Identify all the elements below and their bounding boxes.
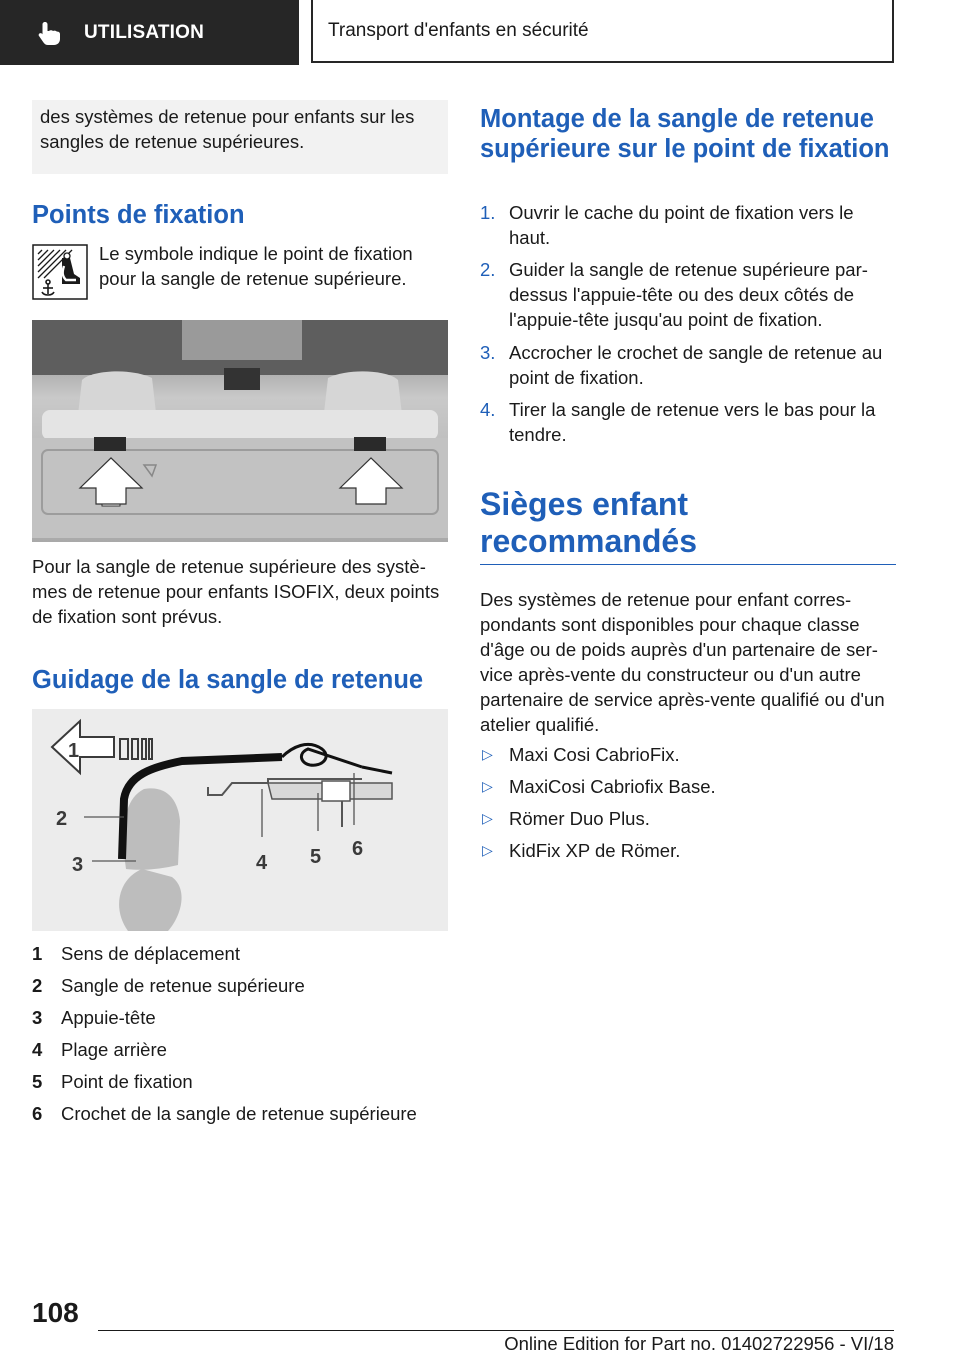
section-tab — [0, 0, 299, 65]
heading-guidage: Guidage de la sangle de retenue — [32, 666, 424, 694]
legend-item: 2 Sangle de retenue supérieure — [32, 975, 305, 996]
diagram-label-1: 1 — [68, 740, 80, 762]
list-item: ▷ MaxiCosi Cabriofix Base. — [482, 776, 716, 797]
legend-item: 1 Sens de déplacement — [32, 943, 240, 964]
edition-footer: Online Edition for Part no. 01402722956 - VI/18 — [504, 1333, 894, 1354]
strap-routing-diagram — [32, 709, 448, 931]
step-item: 4. Tirer la sangle de retenue vers le bas pour la tendre. — [480, 399, 876, 445]
page-number: 108 — [32, 1297, 79, 1328]
isofix-paragraph: Pour la sangle de retenue supérieure des systè- mes de retenue pour enfants ISOFIX, deux points de fixation sont prévus. — [32, 556, 440, 627]
diagram-label-5: 5 — [310, 846, 322, 868]
step-item: 3. Accrocher le crochet de sangle de retenue au point de fixation. — [480, 342, 883, 388]
triangle-bullet-icon: ▷ — [482, 842, 493, 858]
note-text: des systèmes de retenue pour enfants sur les sangles de retenue supérieures. — [40, 106, 415, 152]
legend-item: 5 Point de fixation — [32, 1071, 193, 1092]
legend-item: 4 Plage arrière — [32, 1039, 167, 1060]
diagram-label-4: 4 — [256, 852, 268, 874]
list-item: ▷ Römer Duo Plus. — [482, 808, 650, 829]
heading-points-fixation: Points de fixation — [32, 201, 245, 229]
triangle-bullet-icon: ▷ — [482, 810, 493, 826]
chapter-header — [311, 0, 894, 63]
hand-pointer-icon — [36, 20, 62, 46]
legend-item: 3 Appuie-tête — [32, 1007, 156, 1028]
diagram-label-6: 6 — [352, 838, 364, 860]
step-item: 2. Guider la sangle de retenue supérieure par- dessus l'appuie-tête ou des deux côtés de l'appuie-tête jusqu'au point de fixation. — [480, 259, 868, 330]
diagram-label-3: 3 — [72, 854, 84, 876]
legend-item: 6 Crochet de la sangle de retenue supérieure — [32, 1103, 417, 1124]
note-box — [32, 100, 448, 174]
heading-montage: Montage de la sangle de retenue supérieure sur le point de fixation — [480, 105, 890, 163]
symbol-description: Le symbole indique le point de fixation pour la sangle de retenue supérieure. — [99, 243, 413, 289]
heading-sieges: Sièges enfant recommandés — [480, 486, 697, 559]
list-item: ▷ KidFix XP de Römer. — [482, 840, 681, 861]
section-label: UTILISATION — [84, 21, 205, 43]
diagram-label-2: 2 — [56, 808, 68, 830]
step-item: 1. Ouvrir le cache du point de fixation vers le haut. — [480, 202, 854, 248]
triangle-bullet-icon: ▷ — [482, 746, 493, 762]
sieges-paragraph: Des systèmes de retenue pour enfant corres- pondants sont disponibles pour chaque classe d'âge ou de poids auprès d'un partenaire de ser- vice après-vente du constructeur ou d'un autre partenaire de service après-vente qualifié ou d'un atelier qualifié. — [480, 589, 885, 735]
list-item: ▷ Maxi Cosi CabrioFix. — [482, 744, 680, 765]
chapter-title: Transport d'enfants en sécurité — [328, 19, 589, 41]
child-seat-anchor-icon — [32, 244, 88, 300]
heading-rule — [480, 564, 896, 565]
triangle-bullet-icon: ▷ — [482, 778, 493, 794]
trunk-photo — [32, 320, 448, 542]
footer-rule — [98, 1330, 894, 1331]
